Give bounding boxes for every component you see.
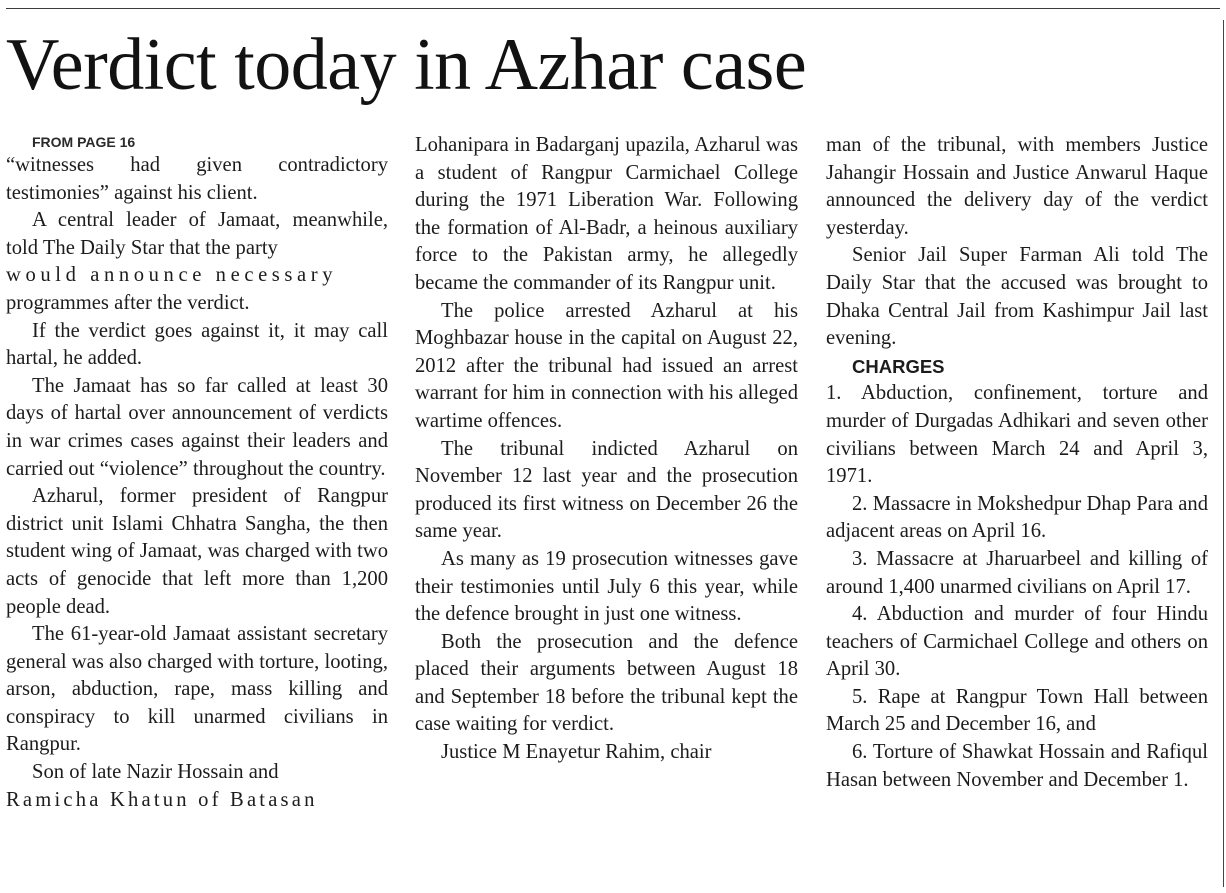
paragraph: The police arrested Azharul at his Moghbazar house in the capital on August 22, 2012 after the tribunal had issued an arrest warrant for him in connection with his alleged wartime offences. (415, 299, 798, 432)
paragraph: “witnesses had given contradictory testimonies” against his client. (6, 154, 388, 204)
column-3 (826, 132, 1208, 794)
paragraph: Justice M Enayetur Rahim, chair (441, 741, 712, 764)
paragraph: Lohanipara in Badarganj upazila, Azharul was a student of Rangpur Carmichael College during the 1971 Liberation War. Following the formation of Al-Badr, a heinous auxiliary force to the Pakistan army, he allegedly became the commander of its Rangpur unit. (415, 134, 798, 294)
charge-item: 1. Abduction, confinement, torture and murder of Durgadas Adhikari and seven other civilians between March 24 and April 3, 1971. (826, 382, 1208, 488)
column-1 (6, 132, 388, 814)
paragraph: The 61-year-old Jamaat assistant secretary general was also charged with torture, looting, arson, abduction, rape, mass killing and conspiracy to kill unarmed civilians in Rangpur. (6, 623, 388, 756)
paragraph: Senior Jail Super Farman Ali told The Daily Star that the accused was brought to Dhaka Central Jail from Kashimpur Jail last evening. (826, 244, 1208, 350)
paragraph: Son of late Nazir Hossain and (32, 761, 279, 784)
jump-label: FROM PAGE 16 (32, 134, 136, 150)
paragraph: A central leader of Jamaat, meanwhile, told The Daily Star that the party (6, 209, 388, 259)
paragraph: man of the tribunal, with members Justice Jahangir Hossain and Justice Anwarul Haque announced the delivery day of the verdict yesterday. (826, 134, 1208, 239)
charge-item: 6. Torture of Shawkat Hossain and Rafiqul Hasan between November and December 1. (826, 741, 1208, 791)
right-divider (1223, 20, 1224, 887)
charge-item: 5. Rape at Rangpur Town Hall between March 25 and December 16, and (826, 685, 1208, 736)
paragraph: Ramicha Khatun of Batasan (6, 788, 318, 811)
paragraph: The tribunal indicted Azharul on November 12 last year and the prosecution produced its first witness on December 26 the same year. (415, 437, 798, 543)
paragraph: would announce necessary (6, 264, 338, 287)
paragraph: If the verdict goes against it, it may call hartal, he added. (6, 319, 388, 370)
paragraph: Azharul, former president of Rangpur district unit Islami Chhatra Sangha, the then student wing of Jamaat, was charged with two acts of genocide that left more than 1,200 people dead. (6, 485, 388, 618)
paragraph: programmes after the verdict. (6, 291, 250, 314)
headline: Verdict today in Azhar case (6, 24, 807, 106)
charge-item: 2. Massacre in Mokshedpur Dhap Para and adjacent areas on April 16. (826, 492, 1208, 543)
paragraph: As many as 19 prosecution witnesses gave their testimonies until July 6 this year, while the defence brought in just one witness. (415, 547, 798, 626)
charge-item: 4. Abduction and murder of four Hindu teachers of Carmichael College and others on April 30. (826, 603, 1208, 681)
column-2 (415, 132, 798, 767)
paragraph: The Jamaat has so far called at least 30 days of hartal over announcement of verdicts in war crimes cases against their leaders and carried out “violence” throughout the country. (6, 374, 388, 480)
charge-item: 3. Massacre at Jharuarbeel and killing of around 1,400 unarmed civilians on April 17. (826, 547, 1208, 598)
charges-heading: CHARGES (852, 355, 945, 377)
paragraph: Both the prosecution and the defence placed their arguments between August 18 and September 18 before the tribunal kept the case waiting for verdict. (415, 630, 798, 736)
top-divider (6, 8, 1220, 9)
